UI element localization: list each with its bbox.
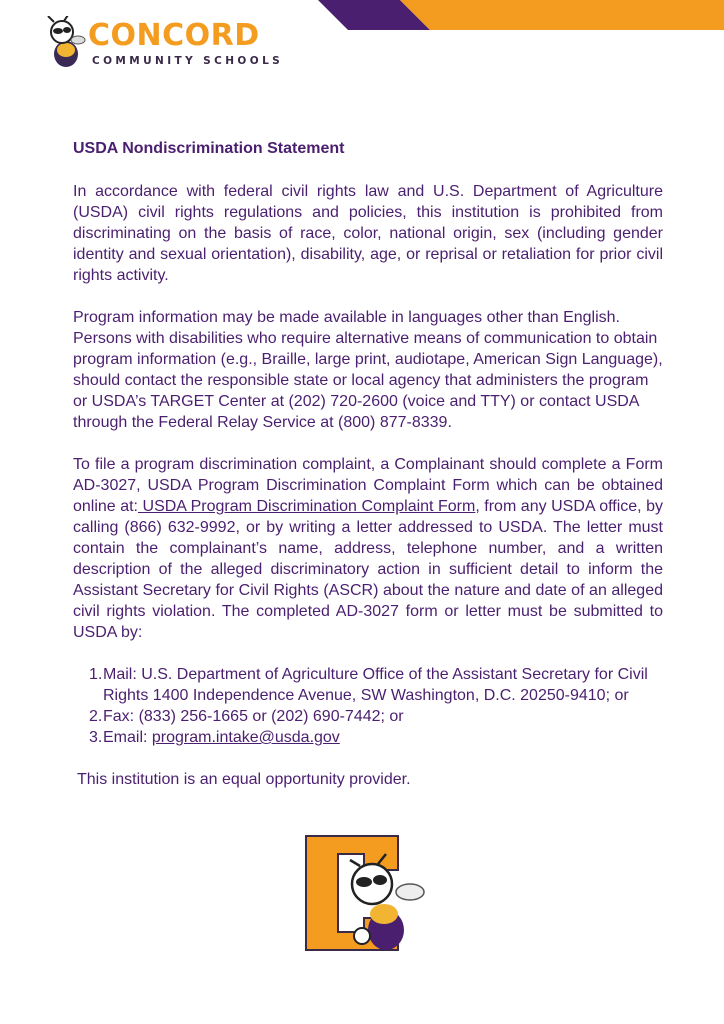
paragraph-civil-rights: In accordance with federal civil rights law and U.S. Department of Agriculture (USDA) civil rights regulations and policies, this institution is prohibited from discriminating on the basis of race, color, national origin, sex (including gender identity and sexual orientation), disability, age, or reprisal or retaliation for prior civil rights activity. — [73, 183, 663, 284]
statement-content — [73, 138, 663, 811]
hornet-mascot-icon — [44, 16, 86, 70]
page-title: USDA Nondiscrimination Statement — [73, 140, 345, 157]
list-number: 2. — [89, 708, 103, 725]
list-item-text: Fax: (833) 256-1665 or (202) 690-7442; or — [103, 708, 404, 725]
c-hornet-logo — [302, 832, 432, 962]
list-item-text: Email: — [103, 729, 152, 746]
logo-subtitle: COMMUNITY SCHOOLS — [92, 55, 284, 67]
paragraph-complaint — [73, 454, 663, 643]
complaint-text-before: To file a program discrimination complaint, a Complainant should complete a Form AD-3027, USDA Program Discrimination Complaint Form which can be obtained online at: — [73, 456, 663, 515]
complaint-text-after: , from any USDA office, by calling (866) 632-9992, or by writing a letter addressed to USDA. The letter must contain the complainant’s name, address, telephone number, and a written description of the alleged discriminatory action in sufficient detail to inform the Assistant Secretary for Civil Rights (ASCR) about the nature and date of an alleged civil rights violation. The completed AD-3027 form or letter must be submitted to USDA by: — [73, 498, 663, 641]
paragraph-program-info: Program information may be made available in languages other than English. Persons with disabilities who require alternative means of communication to obtain program information (e.g., Braille, large print, audiotape, American Sign Language), should contact the responsible state or local agency that administers the program or USDA’s TARGET Center at (202) 720-2600 (voice and TTY) or contact USDA through the Federal Relay Service at (800) 877-8339. — [73, 309, 663, 431]
equal-opportunity-statement: This institution is an equal opportunity provider. — [77, 771, 411, 788]
list-item — [89, 727, 663, 748]
logo-wordmark: CONCORD — [88, 18, 260, 53]
complaint-form-link[interactable]: USDA Program Discrimination Complaint Form — [138, 498, 476, 515]
submission-methods-list — [73, 664, 663, 748]
list-item — [89, 706, 663, 727]
list-number: 3. — [89, 729, 103, 746]
list-item — [89, 664, 663, 706]
concord-logo — [44, 16, 294, 72]
list-number: 1. — [89, 666, 103, 683]
list-item-text: Mail: U.S. Department of Agriculture Office of the Assistant Secretary for Civil Rights 1400 Independence Avenue, SW Washington, D.C. 20250-9410; or — [103, 666, 648, 704]
email-link[interactable]: program.intake@usda.gov — [151, 729, 340, 746]
